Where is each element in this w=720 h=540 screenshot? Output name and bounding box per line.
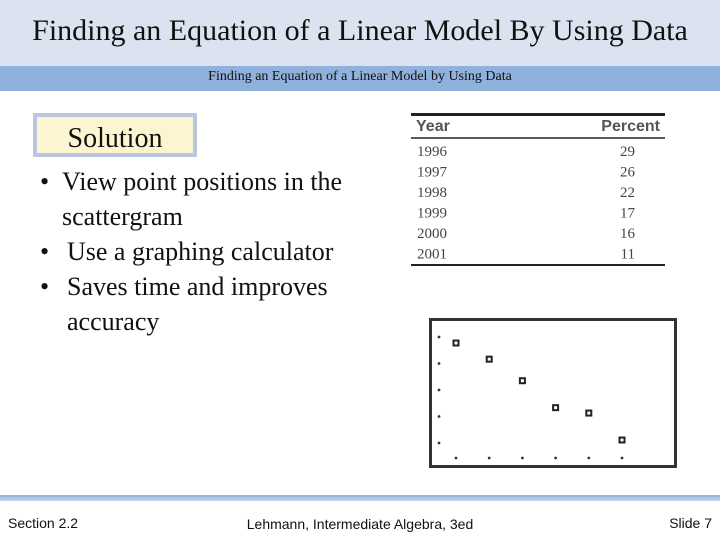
- table-cell-percent: 17: [620, 205, 635, 222]
- scatter-point: [553, 405, 558, 410]
- y-tick-mark: [438, 336, 441, 339]
- footer-rule: [0, 495, 720, 501]
- table-cell-percent: 11: [620, 246, 635, 263]
- subtitle-bar: [0, 66, 720, 91]
- x-tick-mark: [621, 457, 624, 460]
- scattergram: [429, 318, 677, 468]
- slide-subtitle: Finding an Equation of a Linear Model by Using Data: [208, 69, 512, 84]
- table-cell-year: 1998: [417, 185, 447, 201]
- table-cell-year: 2001: [417, 246, 447, 263]
- bullet-mark: •: [40, 167, 50, 196]
- bullet-line: Use a graphing calculator: [67, 237, 334, 266]
- x-tick-mark: [488, 457, 491, 460]
- table-cell-percent: 16: [620, 226, 635, 242]
- table-header-year: Year: [416, 118, 450, 135]
- bullet-list: [40, 164, 400, 339]
- solution-box: [33, 113, 197, 157]
- solution-label: Solution: [67, 123, 163, 154]
- x-tick-mark: [587, 457, 590, 460]
- table-header-percent: Percent: [601, 118, 660, 135]
- table-cell-year: 2000: [417, 226, 447, 242]
- table-cell-year: 1997: [417, 164, 447, 181]
- bullet-mark: •: [40, 272, 50, 301]
- scatter-point: [620, 438, 625, 443]
- bullet-line: Saves time and improves: [67, 272, 328, 301]
- scatter-point: [520, 378, 525, 383]
- y-tick-mark: [438, 442, 441, 445]
- bullet-line: View point positions in the: [62, 167, 343, 196]
- title-bar: [0, 0, 720, 66]
- bullet-line: scattergram: [62, 202, 183, 231]
- footer-section: Section 2.2: [8, 515, 79, 531]
- y-tick-mark: [438, 415, 441, 418]
- footer-slide-number: Slide 7: [669, 515, 712, 531]
- bullet-mark: •: [40, 237, 50, 266]
- bullet-item: [40, 234, 400, 269]
- data-table: [411, 113, 665, 266]
- slide-title: Finding an Equation of a Linear Model By Using Data: [32, 14, 688, 47]
- bullet-line: accuracy: [67, 307, 160, 336]
- plot-frame: [431, 320, 676, 467]
- x-tick-mark: [554, 457, 557, 460]
- scatter-point: [487, 357, 492, 362]
- x-tick-mark: [455, 457, 458, 460]
- bullet-item: [40, 269, 400, 339]
- scatter-point: [454, 341, 459, 346]
- scatter-point: [586, 411, 591, 416]
- table-cell-year: 1999: [417, 205, 447, 222]
- footer-book: Lehmann, Intermediate Algebra, 3ed: [246, 516, 474, 532]
- scattergram-plot: [429, 318, 677, 468]
- table-cell-year: 1996: [417, 144, 447, 160]
- footer: [0, 495, 720, 540]
- data-table-graphic: [411, 113, 665, 266]
- bullet-item: [40, 164, 400, 234]
- table-cell-percent: 29: [620, 144, 635, 160]
- x-tick-mark: [521, 457, 524, 460]
- y-tick-mark: [438, 389, 441, 392]
- table-cell-percent: 26: [620, 164, 635, 181]
- table-cell-percent: 22: [620, 185, 635, 201]
- y-tick-mark: [438, 362, 441, 365]
